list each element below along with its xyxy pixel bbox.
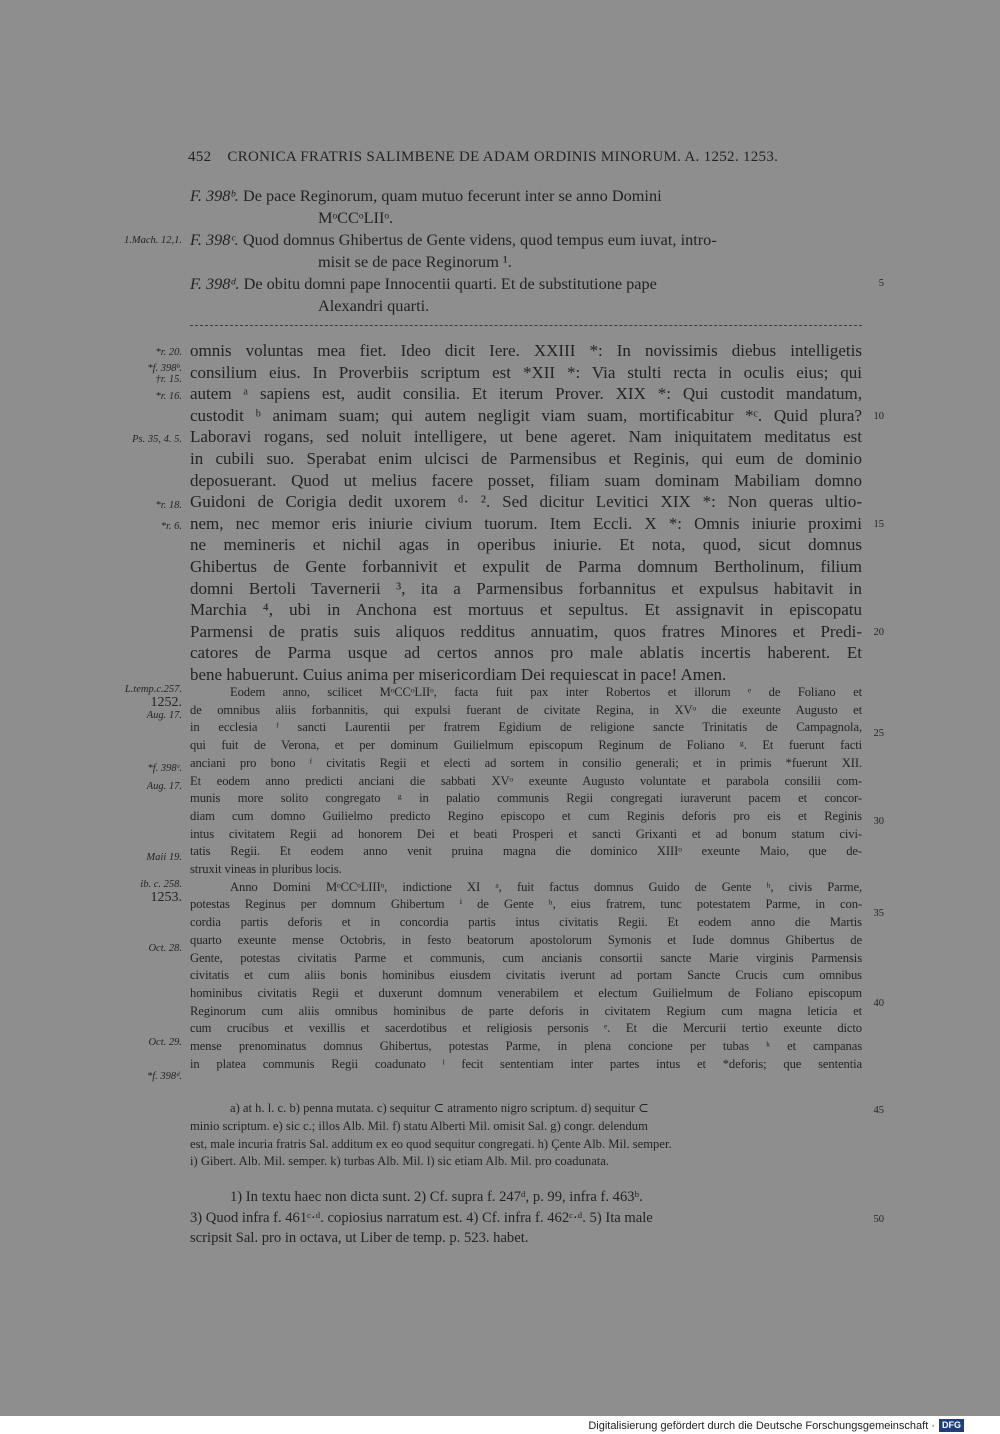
margin-reference: *r. 16. [155,391,182,402]
line-number: 45 [873,1105,884,1116]
line-number: 5 [878,278,884,289]
contents-entry [190,273,862,317]
text-line: in ecclesia ᶠ sancti Laurentii per fratrem Egidium de religione sancte Trinitatis de Campagnola, [190,720,862,735]
page-number: 452 [188,149,212,165]
text-line: Reginorum cum aliis omnibus hominibus de parte deforis in civitatem Regium cum magna leticia et [190,1003,862,1018]
text-line: Guidoni de Corigia dedit uxorem ᵈ· ². Sed dicitur Levitici XIX *: Non queras ultio- [190,492,862,512]
apparatus-line: i) Gibert. Alb. Mil. semper. k) turbas Alb. Mil. l) sic etiam Alb. Mil. pro coadunata. [190,1154,610,1169]
text-line: tatis Regii. Et eodem anno venit pruina magna die dominico XIIIᵒ exeunte Maio, que de- [190,844,862,859]
margin-reference: 1.Mach. 12,1. [123,235,182,246]
text-line: cum crucibus et vexillis et sacerdotibus et religiosis personis ᵉ. Et die Mercurii tertio exeunte dicto [190,1021,862,1036]
text-line: anciani pro bono ᶠ civitatis Regii et electi ad sortem in consilio generali; et in primis *fuerunt XII. [190,755,862,770]
text-line: ne memineris et nichil agas in operibus iniurie. Et nota, quod, sicut domnus [190,535,862,555]
margin-year: 1253. [150,890,182,905]
line-number: 40 [873,998,884,1009]
entry-text-continued: misit se de pace Reginorum ¹. [318,252,512,271]
line-number: 20 [873,627,884,638]
footnote-line: 1) In textu haec non dicta sunt. 2) Cf. supra f. 247ᵈ, p. 99, infra f. 463ᵇ. [230,1189,643,1205]
entry-text: Quod domnus Ghibertus de Gente videns, quod tempus eum iuvat, intro- [242,230,717,249]
dfg-logo: DFG [939,1419,964,1432]
text-line: quarto exeunte mense Octobris, in festo beatorum apostolorum Symonis et Iude domnus Ghibertus de [190,932,862,947]
text-line: Ghibertus de Gente forbannivit et expulit de Parma domnum Bertholinum, filium [190,556,862,576]
text-line: munis more solito congregato ᵍ in palatio communis Regii congregati iuraverunt pacem et concor- [190,791,862,806]
margin-reference: L.temp.c.257. [124,684,182,695]
margin-reference: *f. 398ᵇ. [147,363,182,374]
margin-year: 1252. [150,695,182,710]
text-line: bene habuerunt. Cuius anima per misericordiam Dei requiescat in pace! Amen. [190,664,727,684]
text-line: Gente, potestas civitatis Parme et communis, cum ancianis consortii sancte Marie virginis Parmensis [190,950,862,965]
margin-reference: Oct. 28. [148,943,182,954]
page-header [188,149,864,166]
contents-entry [190,229,862,273]
line-number: 10 [873,411,884,422]
margin-reference: Maii 19. [146,852,182,863]
text-line: diam cum domno Guilielmo predicto Regino episcopo et cum Reginis deforis pro eis et Reginis [190,808,862,823]
text-line: catores de Parma usque ad certos annos pro male ablatis incertis haberent. Et [190,643,862,663]
margin-reference: Oct. 29. [148,1037,182,1048]
credit-text: Digitalisierung gefördert durch die Deutsche Forschungsgemeinschaft · [588,1419,935,1432]
margin-reference: ib. c. 258. [140,879,182,890]
text-line: cordia partis deforis et in concordia partis intus civitatis Regii. Et eodem anno die Martis [190,915,862,930]
text-line: qui fuit de Verona, et per dominum Guilielmum episcopum Reginum de Foliano ᵍ. Et fuerunt facti [190,738,862,753]
text-line: in platea communis Regii coadunato ˡ fecit sententiam inter partes intus et *deforis; que sententia [190,1056,862,1071]
footnote-line: scripsit Sal. pro in octava, ut Liber de temp. p. 523. habet. [190,1230,529,1246]
contents-entry [190,185,862,229]
chronicle-excerpt [190,684,862,1073]
footnote-line: 3) Quod infra f. 461ᶜ·ᵈ. copiosius narratum est. 4) Cf. infra f. 462ᶜ·ᵈ. 5) Ita male [190,1209,653,1226]
apparatus-line: est, male incuria fratris Sal. additum ex eo quod sequitur congregati. h) Çente Alb. Mil. semper. [190,1136,672,1151]
folio-reference: F. 398ᶜ. [190,230,239,249]
critical-apparatus [190,1100,862,1171]
text-line: consilium eius. In Proverbiis scriptum est *XII *: Via stulti recta in oculis eius; qui [190,362,862,382]
digitization-credit [588,1419,964,1432]
text-line: nem, nec memor eris iniurie civium tuorum. Item Eccli. X *: Omnis iniurie proximi [190,513,862,533]
line-number: 25 [873,728,884,739]
text-line: Et eodem anno predicti anciani die sabbati XVᵒ exeunte Augusto voluntate et parabola consilii com- [190,773,862,788]
margin-reference: Aug. 17. [146,710,182,721]
line-number: 35 [873,908,884,919]
text-line: deposuerant. Quod ut melius facere posset, filiam suam dominam Mabiliam domno [190,470,862,490]
chapter-contents [190,185,862,317]
text-line: struxit vineas in pluribus locis. [190,862,342,877]
margin-reference: Aug. 17. [146,781,182,792]
text-line: Laboravi rogans, sed noluit intelligere, ut bene ageret. Nam iniquitatem meditatus est [190,427,862,447]
text-line: civitatis et cum aliis bonis hominibus eiusdem civitatis iverunt ad portam Sancte Crucis cum omnibus [190,968,862,983]
folio-reference: F. 398ᵇ. [190,186,239,205]
margin-reference: Ps. 35, 4. 5. [132,434,182,445]
line-number: 50 [873,1214,884,1225]
text-line: intus civitatem Regii ad honorem Dei et beati Prosperi et sancti Grixanti et ad bonum statum civi- [190,826,862,841]
line-number: 15 [873,519,884,530]
entry-text-continued: MᵒCCᵒLIIᵒ. [318,208,394,227]
text-line: in cubili suo. Sperabat enim ulcisci de Parmensibus et Reginis, qui eum de dominio [190,448,862,468]
margin-reference: *r. 18. [155,500,182,511]
text-line: Parmensi de pratis suis aliquos redditus annuatim, quos fratres Minores et Predi- [190,621,862,641]
text-line: potestas Reginus per domnum Ghibertum ⁱ de Gente ʰ, eius fratrem, tunc potestatem Parme, in con- [190,897,862,912]
margin-reference: *f. 398ᶜ. [147,763,182,774]
entry-text-continued: Alexandri quarti. [318,296,430,315]
margin-reference: *r. 20. [155,347,182,358]
folio-reference: F. 398ᵈ. [190,274,240,293]
apparatus-line: a) at h. l. c. b) penna mutata. c) sequitur ⊂ atramento nigro scriptum. d) sequitur ⊂ [230,1101,649,1115]
footnotes [190,1187,862,1249]
text-line: Marchia ⁴, ubi in Anchona est mortuus et sepultus. Et assignavit in episcopatu [190,600,862,620]
text-line: de omnibus aliis forbannitis, qui expulsi fuerant de civitate Regina, in XVᵒ die exeunte Augusto et [190,702,862,717]
section-divider [190,325,862,326]
margin-reference: *f. 398ᵈ. [146,1071,182,1082]
text-line: domni Bertoli Tavernerii ³, ita a Parmensibus forbannitus et expulsus habitavit in [190,578,862,598]
running-title: CRONICA FRATRIS SALIMBENE DE ADAM ORDINIS MINORUM. A. 1252. 1253. [227,149,779,165]
entry-text: De obitu domni pape Innocentii quarti. Et de substitutione pape [243,274,657,293]
text-line: autem ᵃ sapiens est, audit consilia. Et iterum Prover. XIX *: Qui custodit mandatum, [190,384,862,404]
main-text [190,340,862,686]
text-line: mense prenominatus domnus Ghibertus, potestas Parme, in plena concione per tubas ᵏ et campanas [190,1039,862,1054]
line-number: 30 [873,816,884,827]
text-line: hominibus civitatis Regii et duxerunt domnum venerabilem et electum Guilielmum de Foliano episcopum [190,985,862,1000]
apparatus-line: minio scriptum. e) sic c.; illos Alb. Mil. f) statu Alberti Mil. omisit Sal. g) congr. delendum [190,1118,648,1133]
margin-reference: †r. 15. [155,374,182,385]
text-line: Anno Domini MᵒCCᵒLIIIᵒ, indictione XI ᵃ, fuit factus domnus Guido de Gente ʰ, civis Parme, [230,879,862,894]
margin-reference: *r. 6. [160,521,182,532]
entry-text: De pace Reginorum, quam mutuo fecerunt inter se anno Domini [242,186,662,205]
text-line: omnis voluntas mea fiet. Ideo dicit Iere. XXIII *: In novissimis diebus intelligetis [190,341,862,360]
text-line: custodit ᵇ animam suam; qui autem negligit viam suam, mortificabitur *ᶜ. Quid plura? [190,405,862,425]
text-line: Eodem anno, scilicet MᵒCCᵒLIIᵒ, facta fuit pax inter Robertos et illorum ᵉ de Foliano et [230,685,862,699]
